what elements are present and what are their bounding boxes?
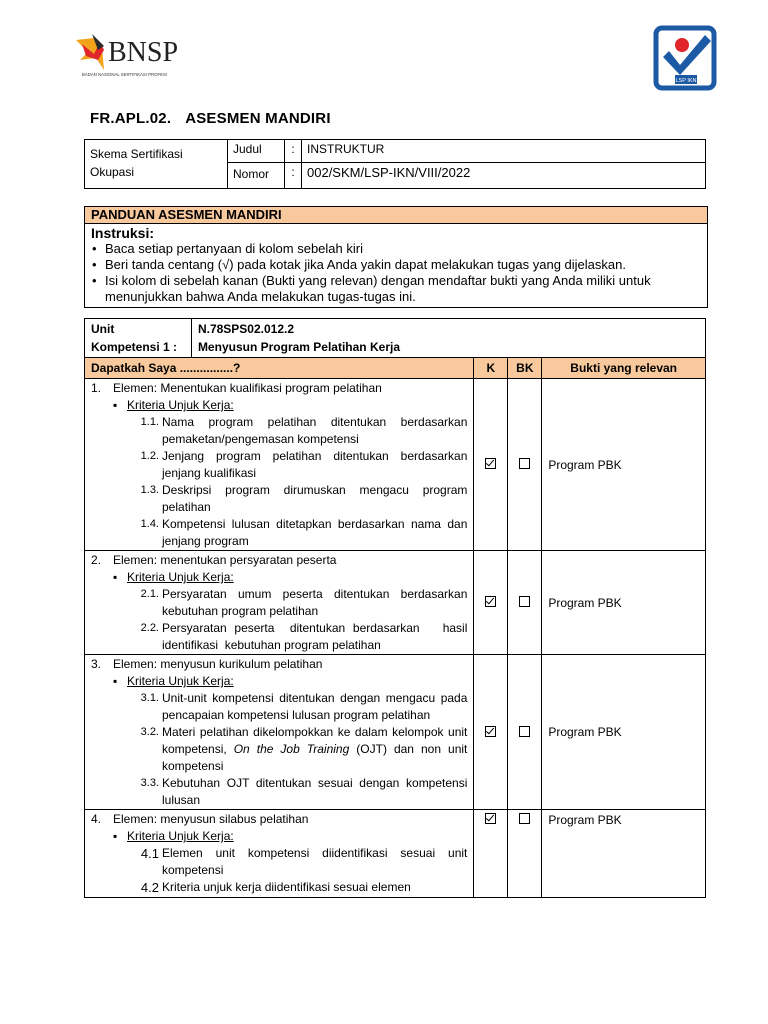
criteria-item <box>91 775 467 809</box>
judul-label: Judul <box>228 140 285 163</box>
criteria-text-part: Materi pelatihan dikelompokkan ke dalam kelompok unit kompetensi, <box>162 725 468 756</box>
k-checkbox[interactable] <box>485 596 496 607</box>
element-title: Elemen: menentukan persyaratan peserta <box>113 553 337 567</box>
evidence-header: Bukti yang relevan <box>542 358 706 379</box>
criteria-item <box>91 724 467 775</box>
k-cell <box>474 379 508 551</box>
bk-cell <box>508 810 542 898</box>
k-checkbox[interactable] <box>485 726 496 737</box>
judul-colon: : <box>285 140 302 163</box>
k-cell <box>474 810 508 898</box>
unit-code: N.78SPS02.012.2 <box>197 322 295 336</box>
unit-name: Menyusun Program Pelatihan Kerja <box>197 340 400 354</box>
element-title: Elemen: menyusun kurikulum pelatihan <box>113 657 323 671</box>
kuk-label: Kriteria Unjuk Kerja: <box>127 829 234 843</box>
criteria-number: 2.2. <box>140 622 159 634</box>
criteria-number: 1.4. <box>140 518 159 530</box>
bnsp-emblem-icon <box>74 30 198 78</box>
instruction-item: • Beri tanda centang (√) pada kotak jika Anda yakin dapat melakukan tugas yang dijelaskan. <box>105 257 701 273</box>
nomor-colon: : <box>285 163 302 189</box>
criteria-text: Nama program pelatihan ditentukan berdasarkan pemaketan/pengemasan kompetensi <box>162 415 468 446</box>
instruction-item: • Isi kolom di sebelah kanan (Bukti yang relevan) dengan mendaftar bukti yang Anda miliki untuk menunjukkan bahwa Anda melakukan tugas-tugas ini. <box>105 273 701 305</box>
criteria-text: Kompetensi lulusan ditetapkan berdasarkan nama dan jenjang program <box>162 517 468 548</box>
element-title: Elemen: Menentukan kualifikasi program pelatihan <box>113 381 382 395</box>
criteria-text <box>162 724 467 775</box>
assessment-guide <box>84 206 708 308</box>
svg-text:LSP IKN: LSP IKN <box>675 78 697 84</box>
guide-body <box>85 224 707 307</box>
svg-text:BNSP: BNSP <box>108 37 179 68</box>
table-row <box>85 810 706 898</box>
k-checkbox[interactable] <box>485 813 496 824</box>
element-number: 2. <box>91 553 102 567</box>
criteria-item <box>91 448 467 482</box>
unit-label <box>85 319 192 358</box>
bk-checkbox[interactable] <box>519 813 530 824</box>
criteria-text: Kriteria unjuk kerja diidentifikasi sesuai elemen <box>162 880 411 894</box>
element-cell <box>85 379 474 551</box>
criteria-text: Elemen unit kompetensi diidentifikasi sesuai unit kompetensi <box>162 846 468 877</box>
criteria-text: Unit-unit kompetensi ditentukan dengan mengacu pada pencapaian kompetensi lulusan program pelatihan <box>162 691 468 722</box>
evidence-cell[interactable]: Program PBK <box>542 810 706 898</box>
instruction-item: • Baca setiap pertanyaan di kolom sebelah kiri <box>105 241 701 257</box>
element-title: Elemen: menyusun silabus pelatihan <box>113 812 309 826</box>
bk-header: BK <box>508 358 542 379</box>
nomor-label: Nomor <box>228 163 285 189</box>
competency-table <box>84 318 706 898</box>
unit-label-line1: Unit <box>91 322 115 336</box>
bnsp-logo <box>74 30 198 78</box>
lsp-ikn-logo <box>653 25 717 91</box>
criteria-item <box>91 845 467 879</box>
criteria-item <box>91 586 467 620</box>
judul-value: INSTRUKTUR <box>302 140 706 163</box>
instructions-title: Instruksi: <box>91 225 155 241</box>
criteria-text: Persyaratan peserta ditentukan berdasarkan hasil identifikasi kebutuhan program pelatihan <box>162 621 471 652</box>
criteria-number: 1.3. <box>140 484 159 496</box>
bk-cell <box>508 379 542 551</box>
kuk-bullet: ▪ <box>113 829 118 843</box>
criteria-item <box>91 414 467 448</box>
criteria-text: Deskripsi program dirumuskan mengacu program pelatihan <box>162 483 468 514</box>
criteria-item <box>91 620 471 654</box>
criteria-number: 4.2 <box>140 880 159 895</box>
kuk-label: Kriteria Unjuk Kerja: <box>127 570 234 584</box>
element-number: 3. <box>91 657 102 671</box>
element-number: 1. <box>91 381 102 395</box>
criteria-text: Kebutuhan OJT ditentukan sesuai dengan kompetensi lulusan <box>162 776 468 807</box>
k-cell <box>474 655 508 810</box>
criteria-text-italic: On the Job Training <box>233 742 350 756</box>
bk-cell <box>508 655 542 810</box>
bk-checkbox[interactable] <box>519 596 530 607</box>
svg-text:BADAN NASIONAL SERTIFIKASI PRO: BADAN NASIONAL SERTIFIKASI PROFESI <box>82 72 168 77</box>
table-row <box>85 551 706 655</box>
criteria-number: 3.2. <box>140 726 159 738</box>
criteria-number: 3.1. <box>140 692 159 704</box>
evidence-cell[interactable]: Program PBK <box>542 379 706 551</box>
scheme-table <box>84 139 706 189</box>
table-header <box>85 358 706 379</box>
criteria-number: 1.2. <box>140 450 159 462</box>
unit-label-line2: Kompetensi 1 : <box>91 340 178 354</box>
table-row <box>85 655 706 810</box>
criteria-item <box>91 879 467 896</box>
evidence-cell[interactable]: Program PBK <box>542 551 706 655</box>
unit-info <box>191 319 705 358</box>
criteria-number: 3.3. <box>140 777 159 789</box>
guide-heading: PANDUAN ASESMEN MANDIRI <box>85 207 707 224</box>
k-cell <box>474 551 508 655</box>
form-code: FR.APL.02. <box>90 110 172 127</box>
bk-cell <box>508 551 542 655</box>
question-header: Dapatkah Saya ................? <box>85 358 474 379</box>
kuk-label: Kriteria Unjuk Kerja: <box>127 674 234 688</box>
instruction-list <box>91 241 701 305</box>
bk-checkbox[interactable] <box>519 458 530 469</box>
kuk-bullet: ▪ <box>113 570 118 584</box>
nomor-value: 002/SKM/LSP-IKN/VIII/2022 <box>302 163 706 189</box>
element-number: 4. <box>91 812 102 826</box>
kuk-label: Kriteria Unjuk Kerja: <box>127 398 234 412</box>
k-checkbox[interactable] <box>485 458 496 469</box>
evidence-cell[interactable]: Program PBK <box>542 655 706 810</box>
form-name: ASESMEN MANDIRI <box>185 110 331 127</box>
criteria-item <box>91 690 467 724</box>
kuk-bullet: ▪ <box>113 674 118 688</box>
criteria-item <box>91 482 467 516</box>
criteria-text-part: (OJT) dan non unit kompetensi <box>162 742 468 773</box>
lsp-check-emblem-icon <box>653 25 717 91</box>
criteria-text: Jenjang program pelatihan ditentukan berdasarkan jenjang kualifikasi <box>162 449 468 480</box>
element-cell <box>85 551 474 655</box>
criteria-number: 4.1 <box>140 846 159 861</box>
element-cell <box>85 810 474 898</box>
criteria-number: 2.1. <box>140 588 159 600</box>
criteria-item <box>91 516 467 550</box>
element-cell <box>85 655 474 810</box>
table-row <box>85 379 706 551</box>
scheme-label: Skema Sertifikasi Okupasi <box>85 140 228 189</box>
kuk-bullet: ▪ <box>113 398 118 412</box>
bk-checkbox[interactable] <box>519 726 530 737</box>
form-title <box>90 110 331 127</box>
criteria-text: Persyaratan umum peserta ditentukan berdasarkan kebutuhan program pelatihan <box>162 587 468 618</box>
criteria-number: 1.1. <box>140 416 159 428</box>
k-header: K <box>474 358 508 379</box>
